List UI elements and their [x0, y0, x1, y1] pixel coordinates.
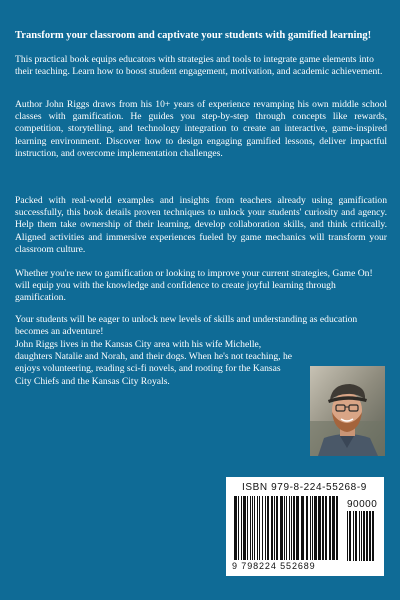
barcode-bar	[259, 496, 260, 560]
barcode-bar	[366, 511, 368, 561]
barcode-bars-addon	[347, 511, 377, 561]
barcode-bar	[280, 496, 283, 560]
barcode-bar	[250, 496, 251, 560]
barcode-bar	[289, 496, 290, 560]
author-bio: John Riggs lives in the Kansas City area with his wife Michelle, daughters Natalie and Norah, and their dogs. When he's not teaching, he enjoys volunteering, reading sci-fi novels, and rooting for the Kansas City Chiefs and the Kansas City Royals.	[15, 339, 293, 387]
description-paragraph-3: Packed with real-world examples and insights from teachers already using gamification successfully, this book details proven techniques to unlock your students' curiosity and agency. Help them take ownership of their learning, develop collaboration skills, and think critically. Aligned activities and immersive experiences fueled by game mechanics will transform your classroom culture.	[15, 195, 387, 255]
barcode-bar	[265, 496, 266, 560]
barcode-bar	[257, 496, 258, 560]
barcode-bar	[322, 496, 324, 560]
barcode-bar	[349, 511, 351, 561]
author-photo	[310, 366, 385, 456]
barcode-bar	[267, 496, 269, 560]
barcode-bar	[361, 511, 362, 561]
barcode-bar	[301, 496, 304, 560]
barcode-digits: 9 798224 552689	[232, 561, 316, 571]
barcode-bar	[359, 511, 360, 561]
barcode-bar	[286, 496, 287, 560]
barcode-bar	[353, 511, 354, 561]
barcode-bar	[314, 496, 317, 560]
isbn-label: ISBN 979-8-224-55268-9	[242, 482, 367, 493]
barcode-bar	[284, 496, 285, 560]
barcode-bar	[252, 496, 253, 560]
headline: Transform your classroom and captivate your students with gamified learning!	[15, 30, 372, 41]
barcode-bar	[332, 496, 335, 560]
barcode-bar	[276, 496, 278, 560]
barcode-bar	[355, 511, 357, 561]
barcode-bar	[329, 496, 331, 560]
isbn-barcode	[226, 477, 384, 576]
barcode-bar	[296, 496, 299, 560]
description-paragraph-4: Whether you're new to gamification or looking to improve your current strategies, Game On! will equip you with the knowledge and confidence to create joyful learning through gamification.	[15, 268, 373, 304]
barcode-bar	[262, 496, 263, 560]
barcode-bar	[372, 511, 374, 561]
barcode-bar	[293, 496, 295, 560]
barcode-bar	[291, 496, 292, 560]
barcode-bar	[271, 496, 273, 560]
barcode-bar	[306, 496, 308, 560]
barcode-bar	[363, 511, 365, 561]
barcode-bar	[369, 511, 371, 561]
description-paragraph-1: This practical book equips educators with strategies and tools to integrate game elements into their teaching. Learn how to boost student engagement, motivation, and academic achievement.	[15, 54, 383, 78]
barcode-bar	[241, 496, 242, 560]
barcode-bar	[247, 496, 248, 560]
description-paragraph-5: Your students will be eager to unlock new levels of skills and understanding as education becomes an adventure!	[15, 314, 358, 338]
barcode-bars-main	[234, 496, 344, 560]
barcode-bar	[234, 496, 237, 560]
barcode-bar	[254, 496, 255, 560]
barcode-bar	[347, 511, 348, 561]
barcode-bar	[312, 496, 313, 560]
barcode-bar	[243, 496, 246, 560]
author-portrait-image	[310, 366, 385, 456]
barcode-bar	[274, 496, 275, 560]
price-code: 90000	[347, 499, 378, 510]
description-paragraph-2: Author John Riggs draws from his 10+ years of experience revamping his own middle school classes with gamification. He guides you step-by-step through concepts like rewards, competition, storytelling, and technology integration to create an interactive, game-inspired learning environment. Discover how to design engaging gamified lessons, deliver impactful instruction, and overcome implementation challenges.	[15, 99, 387, 159]
barcode-bar	[325, 496, 327, 560]
barcode-bar	[336, 496, 338, 560]
barcode-bar	[318, 496, 321, 560]
barcode-bar	[310, 496, 311, 560]
barcode-bar	[238, 496, 239, 560]
